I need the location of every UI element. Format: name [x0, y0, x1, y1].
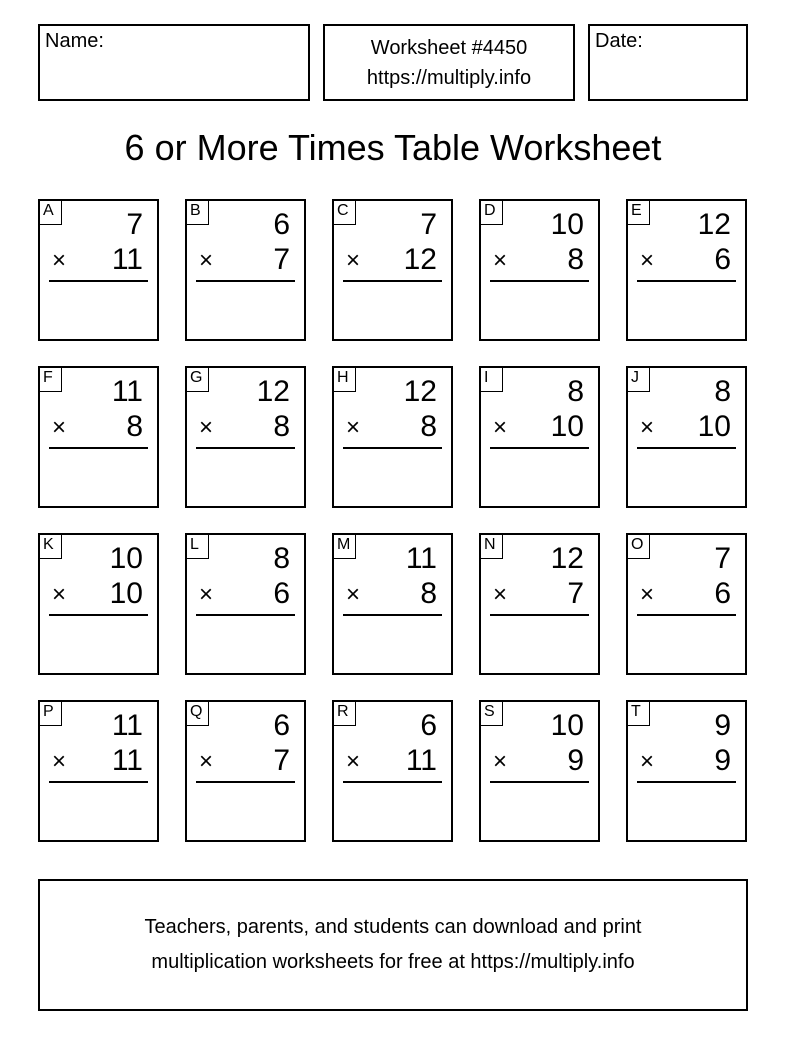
problem-letter: I — [481, 368, 503, 392]
problem-multiplier: 10 — [697, 410, 731, 443]
answer-line — [49, 614, 148, 616]
worksheet-info-box — [323, 24, 575, 101]
problem-multiplicand: 11 — [111, 375, 143, 408]
times-sign: × — [493, 414, 508, 441]
answer-line — [196, 781, 295, 783]
times-sign: × — [493, 247, 508, 274]
problem-card — [332, 700, 453, 842]
problem-letter: L — [187, 535, 209, 559]
problem-card — [479, 700, 600, 842]
problem-multiplier: 7 — [567, 577, 584, 610]
answer-line — [196, 280, 295, 282]
problem-multiplicand: 6 — [273, 709, 290, 742]
answer-line — [343, 614, 442, 616]
problem-letter: F — [40, 368, 62, 392]
problem-multiplicand: 6 — [273, 208, 290, 241]
problem-letter: D — [481, 201, 503, 225]
answer-line — [196, 447, 295, 449]
problem-multiplier: 6 — [714, 243, 731, 276]
problem-multiplicand: 12 — [403, 375, 437, 408]
problem-letter: B — [187, 201, 209, 225]
answer-line — [637, 447, 736, 449]
answer-line — [196, 614, 295, 616]
problem-letter: A — [40, 201, 62, 225]
answer-line — [49, 781, 148, 783]
times-sign: × — [493, 748, 508, 775]
times-sign: × — [640, 414, 655, 441]
problem-multiplicand: 11 — [405, 542, 437, 575]
times-sign: × — [52, 414, 67, 441]
times-sign: × — [52, 247, 67, 274]
problem-card — [626, 700, 747, 842]
times-sign: × — [346, 414, 361, 441]
answer-line — [637, 781, 736, 783]
times-sign: × — [199, 247, 214, 274]
problem-multiplier: 11 — [405, 744, 437, 777]
name-label: Name: — [45, 30, 104, 52]
problem-multiplicand: 10 — [109, 542, 143, 575]
footer-text-line-1: Teachers, parents, and students can download and print — [144, 916, 642, 938]
problem-multiplicand: 7 — [126, 208, 143, 241]
answer-line — [637, 280, 736, 282]
problem-card — [479, 199, 600, 341]
problem-multiplicand: 8 — [273, 542, 290, 575]
times-sign: × — [493, 581, 508, 608]
times-sign: × — [346, 581, 361, 608]
worksheet-number: Worksheet #4450 — [370, 37, 528, 59]
problem-letter: K — [40, 535, 62, 559]
times-sign: × — [346, 247, 361, 274]
problem-card — [38, 199, 159, 341]
problem-multiplicand: 12 — [697, 208, 731, 241]
problem-letter: J — [628, 368, 650, 392]
times-sign: × — [640, 748, 655, 775]
problem-multiplier: 11 — [111, 243, 143, 276]
problem-card — [626, 366, 747, 508]
problem-multiplicand: 11 — [111, 709, 143, 742]
problem-multiplier: 8 — [420, 577, 437, 610]
problem-letter: P — [40, 702, 62, 726]
problem-card — [332, 533, 453, 675]
problem-card — [185, 700, 306, 842]
problem-card — [38, 366, 159, 508]
problem-card — [185, 533, 306, 675]
problem-letter: O — [628, 535, 650, 559]
problem-multiplier: 11 — [111, 744, 143, 777]
problem-card — [626, 199, 747, 341]
times-sign: × — [52, 748, 67, 775]
page-title: 6 or More Times Table Worksheet — [124, 127, 662, 168]
times-sign: × — [199, 581, 214, 608]
problem-grid — [38, 199, 748, 842]
problem-multiplicand: 10 — [550, 709, 584, 742]
problem-multiplier: 9 — [714, 744, 731, 777]
problem-multiplicand: 9 — [714, 709, 731, 742]
problem-letter: G — [187, 368, 209, 392]
problem-multiplicand: 12 — [256, 375, 290, 408]
problem-letter: E — [628, 201, 650, 225]
problem-card — [185, 199, 306, 341]
problem-multiplier: 8 — [126, 410, 143, 443]
footer-text-line-2: multiplication worksheets for free at https://multiply.info — [151, 951, 635, 973]
problem-multiplicand: 12 — [550, 542, 584, 575]
times-sign: × — [199, 748, 214, 775]
problem-multiplier: 10 — [109, 577, 143, 610]
problem-card — [185, 366, 306, 508]
problem-multiplier: 7 — [273, 744, 290, 777]
problem-multiplier: 8 — [567, 243, 584, 276]
problem-card — [332, 199, 453, 341]
answer-line — [490, 614, 589, 616]
answer-line — [490, 447, 589, 449]
problem-card — [332, 366, 453, 508]
footer-box — [38, 879, 748, 1011]
problem-multiplier: 12 — [403, 243, 437, 276]
answer-line — [343, 280, 442, 282]
times-sign: × — [199, 414, 214, 441]
problem-multiplier: 8 — [420, 410, 437, 443]
problem-letter: H — [334, 368, 356, 392]
answer-line — [490, 280, 589, 282]
problem-multiplicand: 7 — [714, 542, 731, 575]
problem-card — [38, 700, 159, 842]
problem-multiplier: 6 — [273, 577, 290, 610]
problem-multiplier: 6 — [714, 577, 731, 610]
answer-line — [49, 447, 148, 449]
problem-multiplicand: 10 — [550, 208, 584, 241]
date-field-box — [588, 24, 748, 101]
problem-letter: T — [628, 702, 650, 726]
answer-line — [343, 447, 442, 449]
problem-multiplicand: 8 — [714, 375, 731, 408]
answer-line — [637, 614, 736, 616]
problem-multiplier: 7 — [273, 243, 290, 276]
problem-card — [38, 533, 159, 675]
problem-multiplicand: 7 — [420, 208, 437, 241]
problem-letter: N — [481, 535, 503, 559]
problem-card — [626, 533, 747, 675]
problem-multiplier: 8 — [273, 410, 290, 443]
problem-multiplicand: 8 — [567, 375, 584, 408]
times-sign: × — [346, 748, 361, 775]
answer-line — [490, 781, 589, 783]
name-field-box — [38, 24, 310, 101]
problem-card — [479, 533, 600, 675]
times-sign: × — [52, 581, 67, 608]
problem-letter: Q — [187, 702, 209, 726]
date-label: Date: — [595, 30, 643, 52]
answer-line — [343, 781, 442, 783]
answer-line — [49, 280, 148, 282]
problem-letter: S — [481, 702, 503, 726]
problem-letter: R — [334, 702, 356, 726]
worksheet-url: https://multiply.info — [366, 67, 532, 89]
problem-card — [479, 366, 600, 508]
times-sign: × — [640, 581, 655, 608]
problem-multiplicand: 6 — [420, 709, 437, 742]
problem-letter: M — [334, 535, 356, 559]
problem-multiplier: 10 — [550, 410, 584, 443]
problem-letter: C — [334, 201, 356, 225]
problem-multiplier: 9 — [567, 744, 584, 777]
times-sign: × — [640, 247, 655, 274]
